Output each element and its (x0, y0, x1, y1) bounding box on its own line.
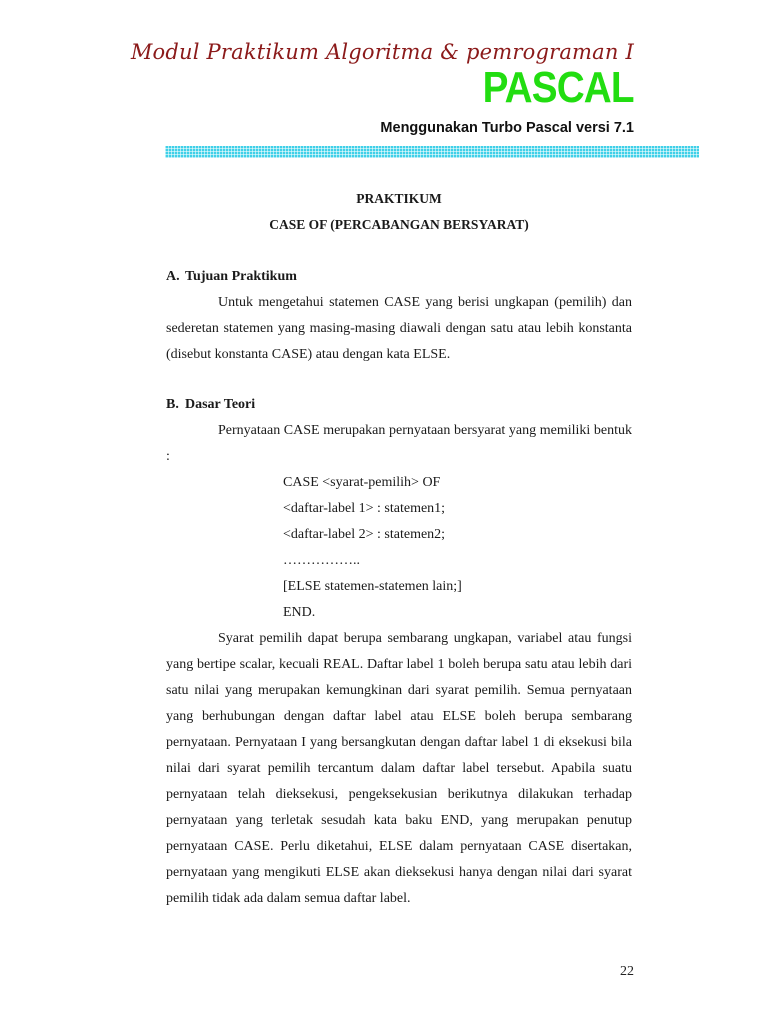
section-heading-a (166, 264, 632, 290)
section-heading-b (166, 392, 632, 418)
section-title: Tujuan Praktikum (185, 269, 297, 284)
section-title: Dasar Teori (185, 397, 256, 412)
syntax-line: <daftar-label 1> : statemen1; (283, 501, 446, 516)
syntax-line: CASE <syarat-pemilih> OF (283, 475, 441, 490)
theory-intro-paragraph: Pernyataan CASE merupakan pernyataan bersyarat yang memiliki bentuk : (166, 423, 632, 464)
syntax-line: <daftar-label 2> : statemen2; (283, 527, 446, 542)
document-body (166, 186, 632, 912)
syntax-line: …………….. (283, 553, 360, 568)
section-letter: A. (166, 269, 180, 284)
section-letter: B. (166, 397, 179, 412)
language-title: PASCAL (482, 63, 634, 112)
practicum-heading: PRAKTIKUM (356, 191, 442, 206)
header-divider (165, 146, 699, 158)
module-title: Modul Praktikum Algoritma & pemrograman I (130, 40, 634, 64)
header-subtitle: Menggunakan Turbo Pascal versi 7.1 (380, 120, 634, 136)
theory-body-paragraph: Syarat pemilih dapat berupa sembarang ungkapan, variabel atau fungsi yang bertipe scalar, kecuali REAL. Daftar label 1 boleh berupa satu atau lebih dari satu nilai yang merupakan kemungkinan dari syarat pemilih. Semua pernyataan yang berhubungan dengan daftar label atau ELSE boleh berupa sembarang pernyataan. Pernyataan I yang bersangkutan dengan daftar label 1 di eksekusi bila nilai dari syarat pemilih tercantum dalam daftar label tersebut. Apabila suatu pernyataan telah dieksekusi, pengeksekusian berikutnya dilakukan terhadap pernyataan yang terletak sesudah kata baku END, yang merupakan penutup pernyataan CASE. Perlu diketahui, ELSE dalam pernyataan CASE disertakan, pernyataan yang mengikuti ELSE akan dieksekusi hanya dengan nilai dari syarat pemilih tidak ada dalam semua daftar label. (166, 631, 632, 906)
page-number: 22 (620, 964, 634, 979)
syntax-line: END. (283, 605, 316, 620)
practicum-topic: CASE OF (PERCABANGAN BERSYARAT) (269, 217, 529, 232)
objective-paragraph: Untuk mengetahui statemen CASE yang berisi ungkapan (pemilih) dan sederetan statemen yang masing-masing diawali dengan satu atau lebih konstanta (disebut konstanta CASE) atau dengan kata ELSE. (166, 295, 632, 362)
syntax-line: [ELSE statemen-statemen lain;] (283, 579, 462, 594)
case-syntax-block (166, 470, 632, 626)
page-header (0, 0, 768, 170)
